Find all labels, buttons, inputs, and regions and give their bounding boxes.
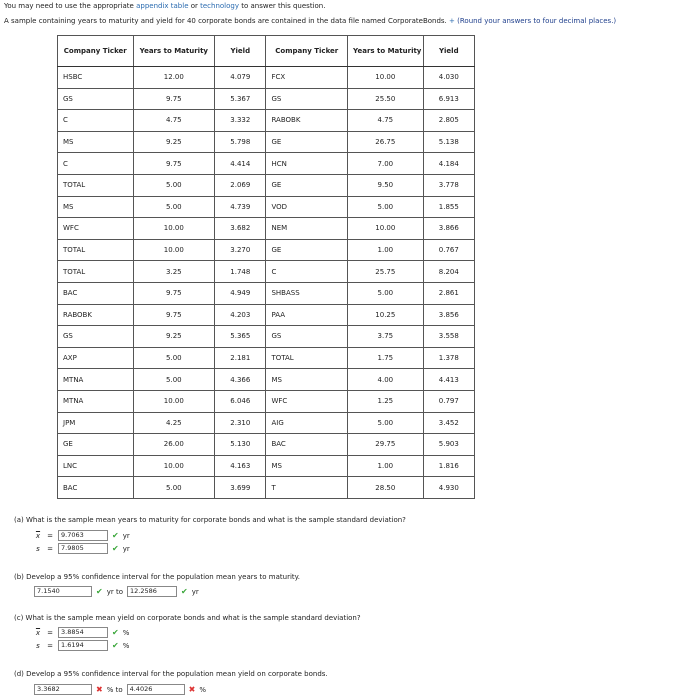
ticker-cell: C — [266, 261, 348, 283]
interval-mid-label: yr to — [106, 587, 123, 596]
unit-label: yr — [122, 531, 130, 540]
answer-d-row — [34, 684, 206, 695]
yield-cell: 3.682 — [215, 218, 266, 240]
table-row — [58, 174, 475, 196]
table-row — [58, 390, 475, 412]
yield-cell: 4.030 — [423, 67, 474, 89]
question-c: (c) What is the sample mean yield on corporate bonds and what is the sample standard deviation? — [14, 614, 361, 622]
table-row — [58, 326, 475, 348]
yield-cell: 2.181 — [215, 347, 266, 369]
ticker-cell: MS — [266, 455, 348, 477]
yield-cell: 8.204 — [423, 261, 474, 283]
years-cell: 5.00 — [348, 196, 424, 218]
ticker-cell: WFC — [266, 390, 348, 412]
header-years-2: Years to Maturity — [348, 36, 424, 67]
years-cell: 1.25 — [348, 390, 424, 412]
ticker-cell: BAC — [58, 282, 134, 304]
yield-cell: 4.930 — [423, 477, 474, 499]
years-cell: 12.00 — [133, 67, 215, 89]
yield-cell: 4.949 — [215, 282, 266, 304]
years-cell: 4.25 — [133, 412, 215, 434]
xbar-symbol: $\overline{x}$ — [35, 531, 41, 540]
years-cell: 25.50 — [348, 88, 424, 110]
years-cell: 7.00 — [348, 153, 424, 175]
ticker-cell: HCN — [266, 153, 348, 175]
question-a: (a) What is the sample mean years to maturity for corporate bonds and what is the sample standard deviation? — [14, 516, 406, 524]
s-symbol: s — [36, 544, 40, 553]
yield-cell: 5.130 — [215, 434, 266, 456]
ticker-cell: GE — [58, 434, 134, 456]
ticker-cell: MS — [58, 196, 134, 218]
intro-line — [4, 2, 325, 10]
years-cell: 5.00 — [348, 282, 424, 304]
ticker-cell: GS — [58, 326, 134, 348]
ticker-cell: FCX — [266, 67, 348, 89]
yield-cell: 1.816 — [423, 455, 474, 477]
table-row — [58, 347, 475, 369]
years-cell: 1.75 — [348, 347, 424, 369]
yield-cell: 3.270 — [215, 239, 266, 261]
table-row — [58, 434, 475, 456]
unit-label: % — [122, 641, 130, 650]
yield-cell: 2.861 — [423, 282, 474, 304]
ticker-cell: TOTAL — [58, 261, 134, 283]
yield-cell: 2.310 — [215, 412, 266, 434]
years-cell: 10.00 — [133, 390, 215, 412]
correct-check-icon: ✔ — [112, 544, 119, 553]
unit-label: yr — [191, 587, 199, 596]
table-row — [58, 412, 475, 434]
years-cell: 5.00 — [133, 174, 215, 196]
table-row — [58, 304, 475, 326]
years-cell: 4.75 — [348, 110, 424, 132]
correct-check-icon: ✔ — [112, 628, 119, 637]
bonds-table — [57, 35, 475, 499]
unit-label: % — [122, 628, 130, 637]
yield-cell: 5.365 — [215, 326, 266, 348]
table-header-row — [58, 36, 475, 67]
xbar-symbol: $\overline{x}$ — [35, 628, 41, 637]
sd-years-input[interactable]: 7.9805 — [58, 543, 108, 554]
yield-cell: 4.203 — [215, 304, 266, 326]
yield-cell: 4.163 — [215, 455, 266, 477]
table-row — [58, 218, 475, 240]
yield-cell: 4.079 — [215, 67, 266, 89]
yield-cell: 0.767 — [423, 239, 474, 261]
ticker-cell: C — [58, 110, 134, 132]
answer-c-mean-row — [34, 627, 129, 638]
table-row — [58, 153, 475, 175]
incorrect-x-icon: ✖ — [188, 685, 196, 694]
yield-cell: 4.366 — [215, 369, 266, 391]
ticker-cell: TOTAL — [58, 239, 134, 261]
ticker-cell: SHBASS — [266, 282, 348, 304]
equals-sign: = — [47, 641, 53, 650]
header-years-1: Years to Maturity — [133, 36, 215, 67]
years-cell: 1.00 — [348, 455, 424, 477]
round-note: (Round your answers to four decimal places.) — [457, 17, 617, 25]
ticker-cell: TOTAL — [58, 174, 134, 196]
years-cell: 9.50 — [348, 174, 424, 196]
table-row — [58, 369, 475, 391]
years-cell: 10.00 — [348, 218, 424, 240]
years-cell: 5.00 — [133, 369, 215, 391]
unit-label: % — [199, 685, 206, 694]
years-cell: 9.75 — [133, 153, 215, 175]
table-row — [58, 477, 475, 499]
answer-a-sd-row — [34, 543, 130, 554]
problem-statement — [4, 17, 616, 25]
years-cell: 9.25 — [133, 131, 215, 153]
table-row — [58, 261, 475, 283]
sd-yield-input[interactable]: 1.6194 — [58, 640, 108, 651]
yield-cell: 3.699 — [215, 477, 266, 499]
years-cell: 10.25 — [348, 304, 424, 326]
years-cell: 10.00 — [133, 239, 215, 261]
ci-yield-upper-input[interactable]: 4.4026 — [127, 684, 185, 695]
years-cell: 3.75 — [348, 326, 424, 348]
yield-cell: 0.797 — [423, 390, 474, 412]
ticker-cell: HSBC — [58, 67, 134, 89]
ticker-cell: AIG — [266, 412, 348, 434]
correct-check-icon: ✔ — [180, 587, 188, 596]
yield-cell: 5.798 — [215, 131, 266, 153]
mean-years-input[interactable]: 9.7063 — [58, 530, 108, 541]
table-row — [58, 282, 475, 304]
years-cell: 9.75 — [133, 304, 215, 326]
yield-cell: 3.332 — [215, 110, 266, 132]
equals-sign: = — [47, 531, 53, 540]
answer-b-row — [34, 586, 199, 597]
years-cell: 9.75 — [133, 88, 215, 110]
yield-cell: 3.558 — [423, 326, 474, 348]
table-row — [58, 88, 475, 110]
ticker-cell: GE — [266, 131, 348, 153]
header-yield-2: Yield — [423, 36, 474, 67]
years-cell: 26.00 — [133, 434, 215, 456]
yield-cell: 1.378 — [423, 347, 474, 369]
yield-cell: 4.184 — [423, 153, 474, 175]
yield-cell: 6.046 — [215, 390, 266, 412]
ticker-cell: GS — [58, 88, 134, 110]
ticker-cell: JPM — [58, 412, 134, 434]
header-ticker-2: Company Ticker — [266, 36, 348, 67]
years-cell: 9.25 — [133, 326, 215, 348]
yield-cell: 6.913 — [423, 88, 474, 110]
yield-cell: 2.069 — [215, 174, 266, 196]
yield-cell: 5.367 — [215, 88, 266, 110]
question-b: (b) Develop a 95% confidence interval for the population mean years to maturity. — [14, 573, 301, 581]
ticker-cell: TOTAL — [266, 347, 348, 369]
ticker-cell: VOD — [266, 196, 348, 218]
ticker-cell: MS — [266, 369, 348, 391]
header-yield-1: Yield — [215, 36, 266, 67]
correct-check-icon: ✔ — [112, 641, 119, 650]
ci-yield-lower-input[interactable]: 3.3682 — [34, 684, 92, 695]
years-cell: 26.75 — [348, 131, 424, 153]
data-file-link[interactable]: + — [449, 17, 455, 25]
yield-cell: 2.805 — [423, 110, 474, 132]
ticker-cell: NEM — [266, 218, 348, 240]
years-cell: 9.75 — [133, 282, 215, 304]
correct-check-icon: ✔ — [96, 587, 103, 596]
ticker-cell: MTNA — [58, 369, 134, 391]
mean-yield-input[interactable]: 3.8854 — [58, 627, 108, 638]
ticker-cell: GE — [266, 239, 348, 261]
ticker-cell: AXP — [58, 347, 134, 369]
intro-suffix: to answer this question. — [239, 2, 326, 10]
years-cell: 5.00 — [133, 196, 215, 218]
header-ticker-1: Company Ticker — [58, 36, 134, 67]
years-cell: 3.25 — [133, 261, 215, 283]
ticker-cell: GE — [266, 174, 348, 196]
years-cell: 5.00 — [133, 347, 215, 369]
bonds-table-body — [58, 36, 475, 499]
yield-cell: 3.778 — [423, 174, 474, 196]
ticker-cell: BAC — [58, 477, 134, 499]
ticker-cell: WFC — [58, 218, 134, 240]
problem-text: A sample containing years to maturity and yield for 40 corporate bonds are contained in the data file named CorporateBonds. — [4, 17, 447, 25]
yield-cell: 3.866 — [423, 218, 474, 240]
years-cell: 1.00 — [348, 239, 424, 261]
table-row — [58, 67, 475, 89]
yield-cell: 1.748 — [215, 261, 266, 283]
ci-years-upper-input[interactable]: 12.2586 — [127, 586, 177, 597]
intro-prefix: You may need to use the appropriate — [4, 2, 137, 10]
table-row — [58, 110, 475, 132]
appendix-table-link[interactable]: appendix table — [136, 2, 189, 10]
years-cell: 10.00 — [348, 67, 424, 89]
unit-label: yr — [122, 544, 130, 553]
answer-a-mean-row — [34, 530, 130, 541]
ticker-cell: MS — [58, 131, 134, 153]
interval-mid-label: % to — [106, 685, 123, 694]
ticker-cell: MTNA — [58, 390, 134, 412]
yield-cell: 4.739 — [215, 196, 266, 218]
ticker-cell: PAA — [266, 304, 348, 326]
equals-sign: = — [47, 628, 53, 637]
table-row — [58, 196, 475, 218]
years-cell: 5.00 — [348, 412, 424, 434]
ticker-cell: GS — [266, 88, 348, 110]
yield-cell: 5.903 — [423, 434, 474, 456]
years-cell: 4.00 — [348, 369, 424, 391]
ci-years-lower-input[interactable]: 7.1540 — [34, 586, 92, 597]
ticker-cell: BAC — [266, 434, 348, 456]
years-cell: 25.75 — [348, 261, 424, 283]
table-row — [58, 239, 475, 261]
years-cell: 10.00 — [133, 218, 215, 240]
yield-cell: 4.414 — [215, 153, 266, 175]
question-d: (d) Develop a 95% confidence interval for the population mean yield on corporate bonds. — [14, 670, 328, 678]
ticker-cell: T — [266, 477, 348, 499]
yield-cell: 5.138 — [423, 131, 474, 153]
ticker-cell: LNC — [58, 455, 134, 477]
yield-cell: 1.855 — [423, 196, 474, 218]
years-cell: 5.00 — [133, 477, 215, 499]
technology-link[interactable]: technology — [200, 2, 239, 10]
yield-cell: 4.413 — [423, 369, 474, 391]
yield-cell: 3.856 — [423, 304, 474, 326]
table-row — [58, 455, 475, 477]
years-cell: 4.75 — [133, 110, 215, 132]
ticker-cell: C — [58, 153, 134, 175]
answer-c-sd-row — [34, 640, 129, 651]
years-cell: 10.00 — [133, 455, 215, 477]
correct-check-icon: ✔ — [112, 531, 119, 540]
equals-sign: = — [47, 544, 53, 553]
ticker-cell: GS — [266, 326, 348, 348]
yield-cell: 3.452 — [423, 412, 474, 434]
years-cell: 28.50 — [348, 477, 424, 499]
intro-mid: or — [188, 2, 201, 10]
table-row — [58, 131, 475, 153]
years-cell: 29.75 — [348, 434, 424, 456]
ticker-cell: RABOBK — [58, 304, 134, 326]
s-symbol: s — [36, 641, 40, 650]
incorrect-x-icon: ✖ — [96, 685, 103, 694]
ticker-cell: RABOBK — [266, 110, 348, 132]
